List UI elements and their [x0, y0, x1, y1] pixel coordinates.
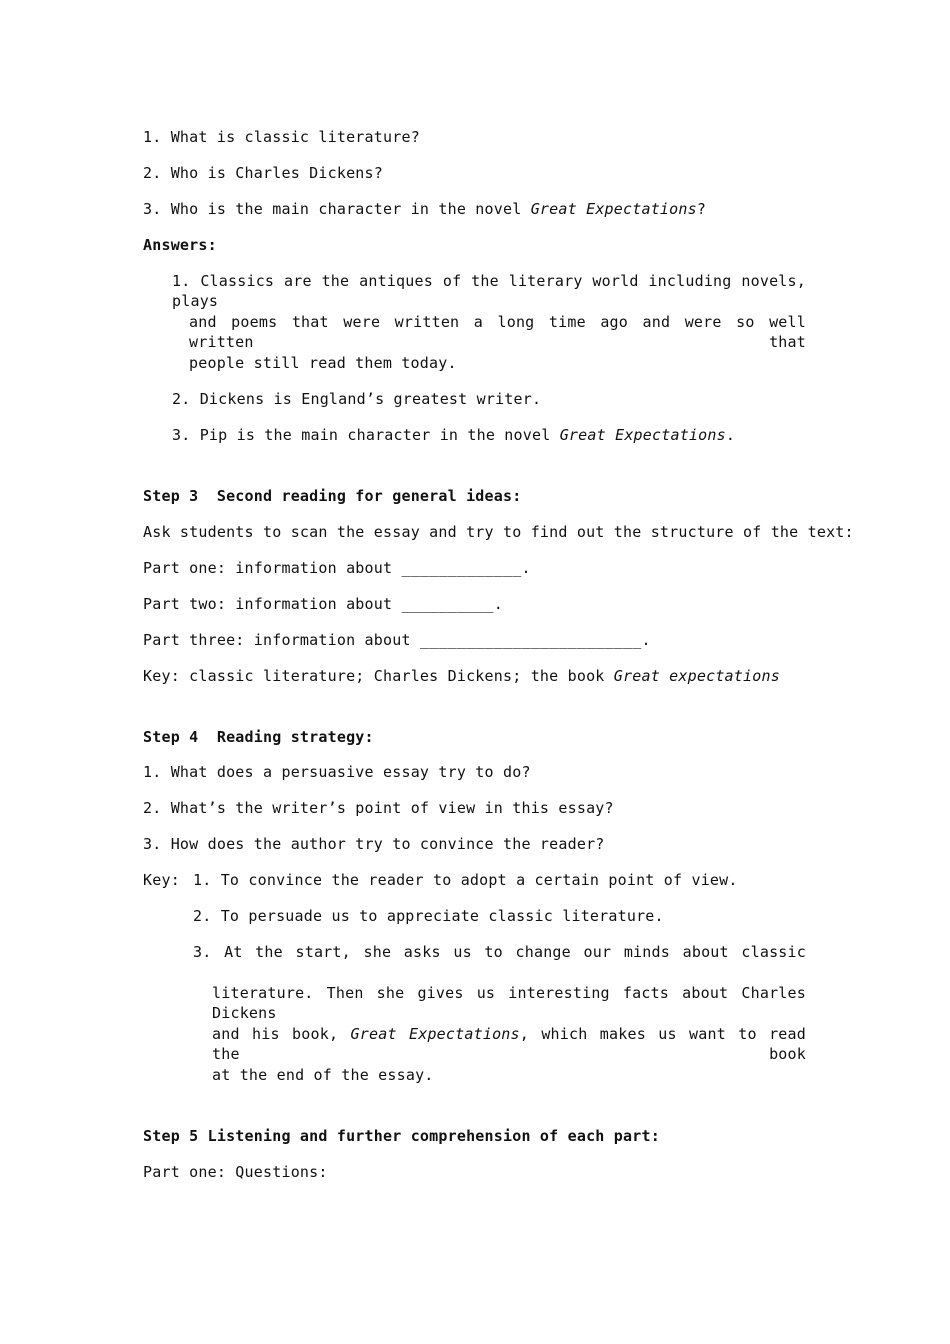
answer-3: 3. Pip is the main character in the novel Great Expectations. — [172, 426, 736, 444]
step-4-key-3-line-4: at the end of the essay. — [212, 1066, 434, 1084]
step-5-part-one: Part one: Questions: — [143, 1163, 328, 1181]
step-4-key-2: 2. To persuade us to appreciate classic literature. — [193, 907, 664, 925]
book-title: Great expectations — [613, 667, 780, 685]
step-4-key-1: 1. To convince the reader to adopt a certain point of view. — [193, 871, 738, 889]
question-3: 3. Who is the main character in the novel Great Expectations? — [143, 200, 707, 218]
question-2: 2. Who is Charles Dickens? — [143, 164, 383, 182]
step-3-part-one: Part one: information about _____________. — [143, 559, 531, 577]
step-4-question-2: 2. What’s the writer’s point of view in this essay? — [143, 799, 614, 817]
novel-title: Great Expectations — [559, 426, 726, 444]
answer-2: 2. Dickens is England’s greatest writer. — [172, 390, 542, 408]
novel-title: Great Expectations — [350, 1025, 520, 1043]
step-4-heading: Step 4 Reading strategy: — [143, 728, 374, 746]
step-3-heading: Step 3 Second reading for general ideas: — [143, 487, 522, 505]
novel-title: Great Expectations — [530, 200, 697, 218]
step-4-key-3-line-1: 3. At the start, she asks us to change our minds about classic — [193, 943, 806, 961]
answer-1-line-1: 1. Classics are the antiques of the literary world including novels, plays — [172, 272, 806, 310]
question-1: 1. What is classic literature? — [143, 128, 420, 146]
step-3-key: Key: classic literature; Charles Dickens; the book Great expectations — [143, 667, 780, 685]
step-3-instruction: Ask students to scan the essay and try to find out the structure of the text: — [143, 523, 854, 541]
step-3-part-two: Part two: information about __________. — [143, 595, 503, 613]
answer-1-line-2: and poems that were written a long time ago and were so well written that — [189, 313, 806, 351]
step-4-question-1: 1. What does a persuasive essay try to do? — [143, 763, 531, 781]
step-4-key-label: Key: — [143, 871, 180, 889]
step-5-heading: Step 5 Listening and further comprehension of each part: — [143, 1127, 660, 1145]
step-4-question-3: 3. How does the author try to convince the reader? — [143, 835, 605, 853]
answer-1-line-3: people still read them today. — [189, 354, 457, 372]
answers-heading: Answers: — [143, 236, 217, 254]
step-3-part-three: Part three: information about ________________________. — [143, 631, 651, 649]
step-4-key-3-line-2: literature. Then she gives us interesting facts about Charles Dickens — [212, 984, 806, 1022]
step-4-key-3-line-3: and his book, Great Expectations, which makes us want to read the book — [212, 1025, 807, 1063]
